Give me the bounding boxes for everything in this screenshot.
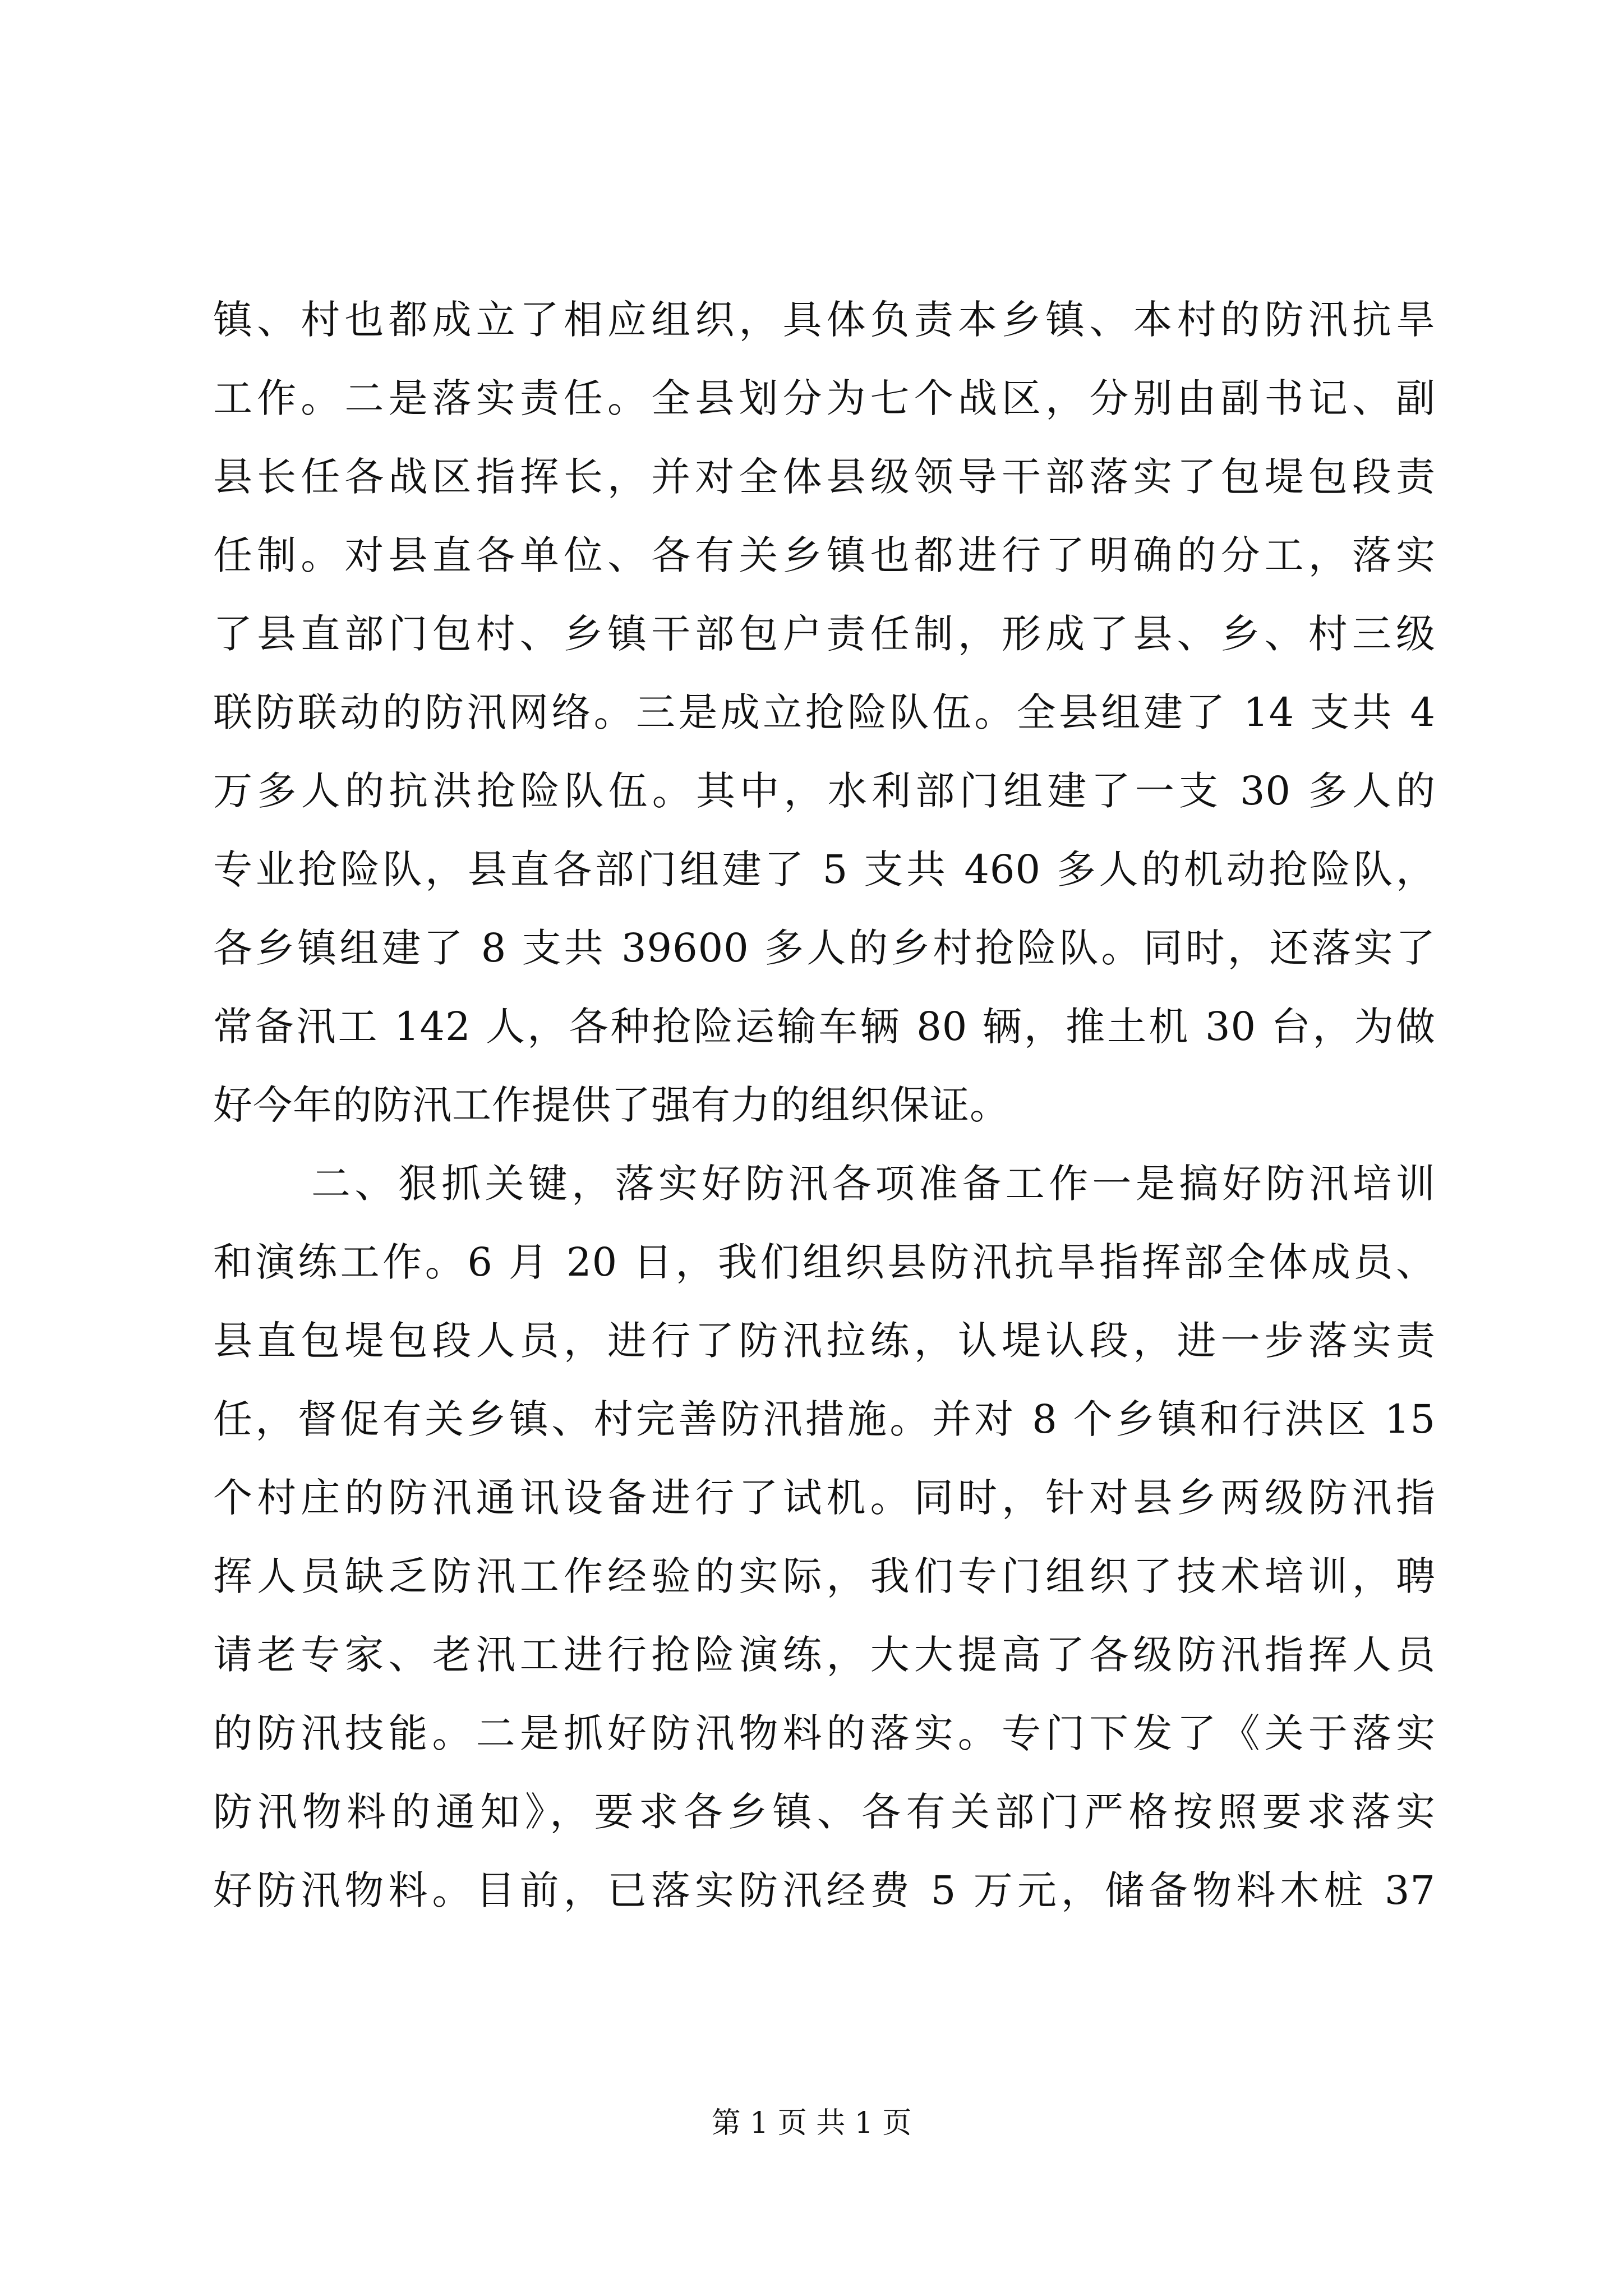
text-line: 任，督促有关乡镇、村完善防汛措施。并对 8 个乡镇和行洪区 15 <box>213 1396 1436 1442</box>
paragraph-1 <box>213 280 1436 1144</box>
text-line: 任制。对县直各单位、各有关乡镇也都进行了明确的分工，落实 <box>213 532 1436 578</box>
text-line: 万多人的抗洪抢险队伍。其中，水利部门组建了一支 30 多人的 <box>213 768 1436 814</box>
paragraph-2 <box>213 1144 1436 1930</box>
text-line: 工作。二是落实责任。全县划分为七个战区，分别由副书记、副 <box>213 375 1436 421</box>
text-line: 联防联动的防汛网络。三是成立抢险队伍。全县组建了 14 支共 4 <box>213 689 1436 735</box>
text-line: 个村庄的防汛通讯设备进行了试机。同时，针对县乡两级防汛指 <box>213 1475 1436 1521</box>
text-line: 县直包堤包段人员，进行了防汛拉练，认堤认段，进一步落实责 <box>213 1318 1436 1364</box>
text-line: 好今年的防汛工作提供了强有力的组织保证。 <box>213 1082 1009 1128</box>
text-line: 防汛物料的通知》，要求各乡镇、各有关部门严格按照要求落实 <box>213 1789 1436 1835</box>
text-line: 的防汛技能。二是抓好防汛物料的落实。专门下发了《关于落实 <box>213 1710 1436 1756</box>
text-line: 挥人员缺乏防汛工作经验的实际，我们专门组织了技术培训，聘 <box>213 1553 1436 1599</box>
text-line: 镇、村也都成立了相应组织，具体负责本乡镇、本村的防汛抗旱 <box>213 297 1436 343</box>
text-line: 和演练工作。6 月 20 日，我们组织县防汛抗旱指挥部全体成员、 <box>213 1239 1436 1285</box>
text-line: 各乡镇组建了 8 支共 39600 多人的乡村抢险队。同时，还落实了 <box>213 925 1436 971</box>
text-line: 了县直部门包村、乡镇干部包户责任制，形成了县、乡、村三级 <box>213 611 1436 657</box>
text-line: 好防汛物料。目前，已落实防汛经费 5 万元，储备物料木桩 37 <box>213 1867 1436 1913</box>
page-number-footer: 第 1 页 共 1 页 <box>711 2106 912 2140</box>
text-line: 专业抢险队，县直各部门组建了 5 支共 460 多人的机动抢险队， <box>213 846 1436 892</box>
document-body <box>213 280 1436 1930</box>
text-line: 县长任各战区指挥长，并对全体县级领导干部落实了包堤包段责 <box>213 454 1436 500</box>
text-line: 请老专家、老汛工进行抢险演练，大大提高了各级防汛指挥人员 <box>213 1632 1436 1678</box>
text-line: 二、狠抓关键，落实好防汛各项准备工作一是搞好防汛培训 <box>311 1161 1436 1207</box>
text-line: 常备汛工 142 人，各种抢险运输车辆 80 辆，推土机 30 台，为做 <box>213 1004 1436 1050</box>
